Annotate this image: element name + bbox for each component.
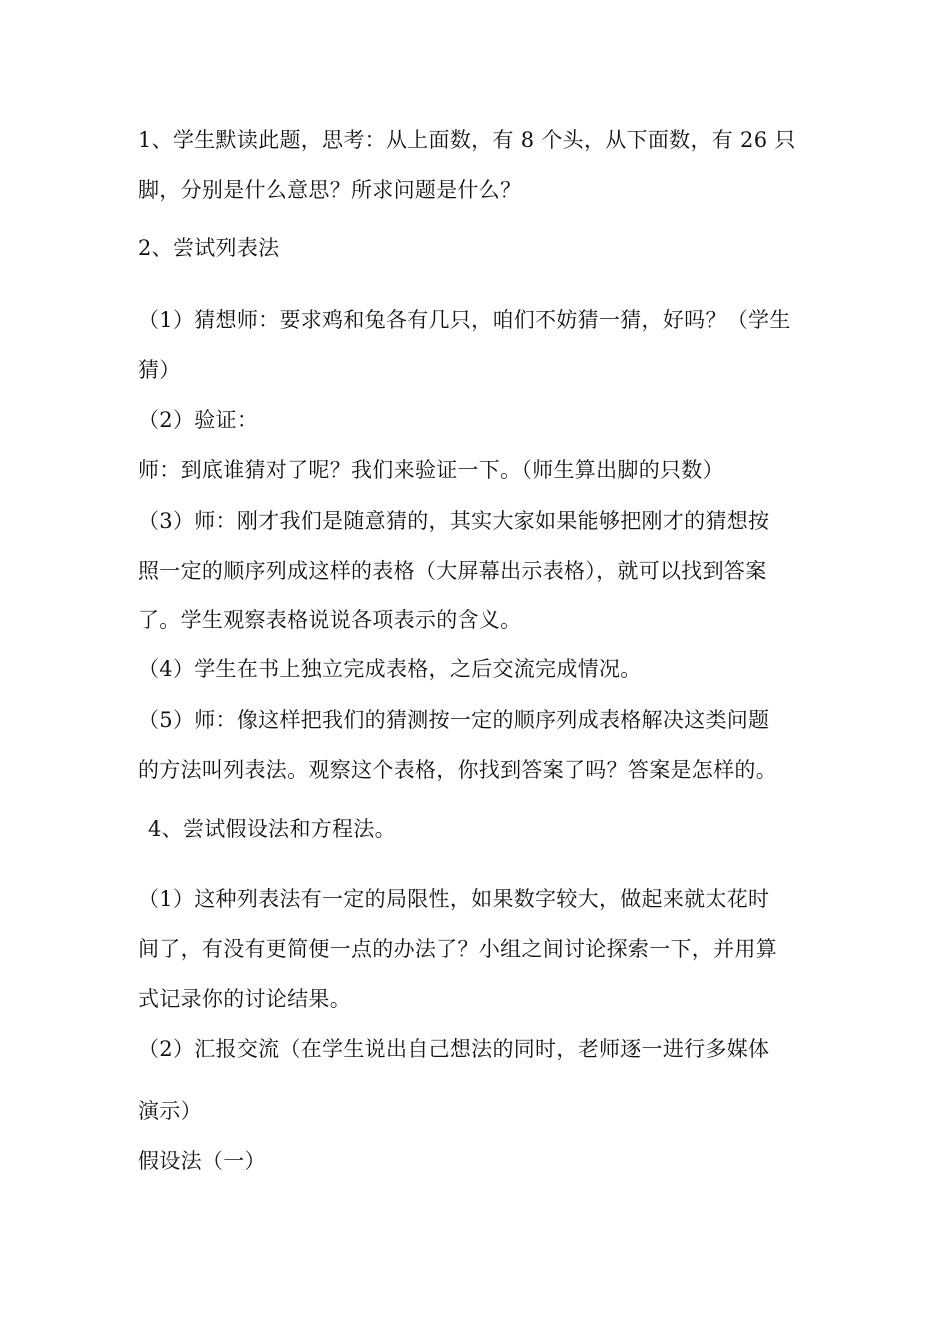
paragraph-line: 猜） [138, 358, 181, 382]
paragraph-line: 假设法（一） [138, 1149, 266, 1173]
paragraph-line: （4）学生在书上独立完成表格，之后交流完成情况。 [138, 657, 642, 681]
paragraph-line: （5）师：像这样把我们的猜测按一定的顺序列成表格解决这类问题 [138, 708, 770, 732]
paragraph-line: 的方法叫列表法。观察这个表格，你找到答案了吗？答案是怎样的。 [138, 758, 777, 782]
paragraph-line: （1）这种列表法有一定的局限性，如果数字较大，做起来就太花时 [138, 887, 770, 911]
paragraph-line: 脚，分别是什么意思？所求问题是什么？ [138, 178, 522, 202]
paragraph-line: 了。学生观察表格说说各项表示的含义。 [138, 608, 522, 632]
section-heading: 4、尝试假设法和方程法。 [148, 817, 396, 841]
paragraph-line: 间了，有没有更简便一点的办法了？小组之间讨论探索一下，并用算 [138, 937, 777, 961]
section-heading: 2、尝试列表法 [138, 236, 280, 260]
paragraph-line: 师：到底谁猜对了呢？我们来验证一下。（师生算出脚的只数） [138, 458, 724, 482]
paragraph-line: 照一定的顺序列成这样的表格（大屏幕出示表格），就可以找到答案 [138, 559, 767, 583]
paragraph-line: 演示） [138, 1099, 202, 1123]
paragraph-line: 1、学生默读此题，思考：从上面数，有 8 个头，从下面数，有 26 只 [138, 128, 796, 152]
paragraph-line: （2）验证： [138, 408, 259, 432]
paragraph-line: 式记录你的讨论结果。 [138, 987, 351, 1011]
paragraph-line: （2）汇报交流（在学生说出自己想法的同时，老师逐一进行多媒体 [138, 1037, 770, 1061]
paragraph-line: （3）师：刚才我们是随意猜的，其实大家如果能够把刚才的猜想按 [138, 509, 770, 533]
paragraph-line: （1）猜想师：要求鸡和兔各有几只，咱们不妨猜一猜，好吗？（学生 [138, 308, 791, 332]
